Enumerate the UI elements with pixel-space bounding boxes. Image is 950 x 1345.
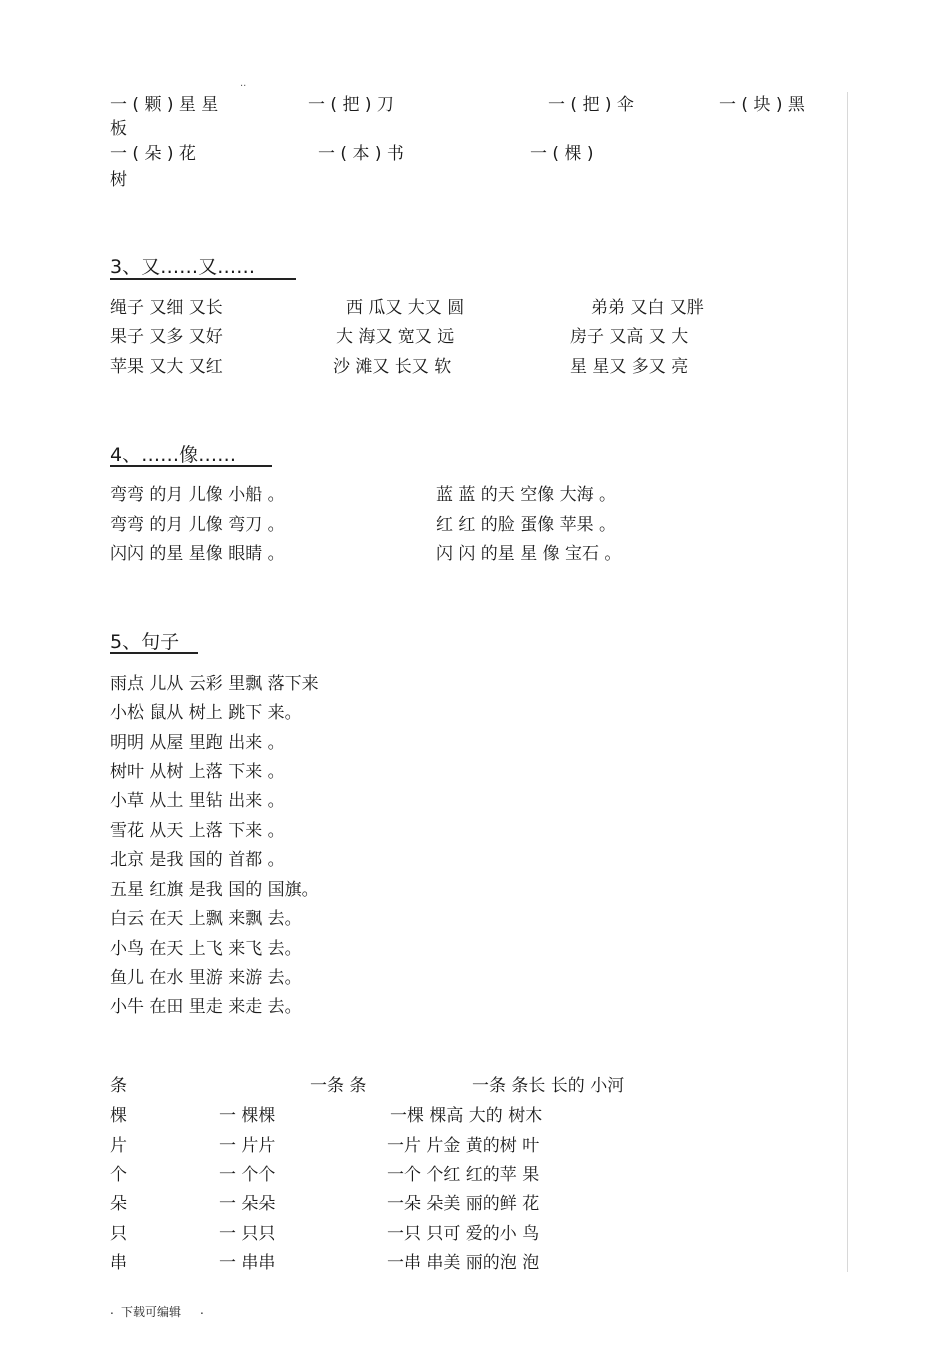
section-3-underline [110,278,296,280]
sentence-line: 小牛 在田 里走 来走 去。 [110,997,302,1017]
measure-phrase-long: 一条 条长 长的 小河 [472,1076,625,1096]
measure-item: 一 ( 朵 ) 花 [110,144,196,164]
sentence-line: 雨点 儿从 云彩 里飘 落下来 [110,674,319,694]
measure-word: 片 [110,1136,127,1156]
measure-item: 一 ( 本 ) 书 [318,144,404,164]
sentence: 闪闪 的星 星像 眼睛 。 [110,544,285,564]
section-4-heading: 4、……像…… [110,444,237,466]
measure-word: 个 [110,1165,127,1185]
measure-item: 一 ( 颗 ) 星 星 [110,95,219,115]
measure-phrase: 一条 条 [310,1076,367,1096]
sentence-line: 小草 从土 里钻 出来 。 [110,791,285,811]
sentence-line: 雪花 从天 上落 下来 。 [110,821,285,841]
section-5-underline [110,652,198,654]
sentence-line: 树叶 从树 上落 下来 。 [110,762,285,782]
measure-phrase-long: 一片 片金 黄的树 叶 [387,1136,540,1156]
footer-text: 下载可编辑 [121,1305,182,1319]
sentence-line: 白云 在天 上飘 来飘 去。 [110,909,302,929]
sentence: 弯弯 的月 儿像 弯刀 。 [110,515,285,535]
measure-item-wrap: 板 [110,119,127,139]
sentence-line: 明明 从屋 里跑 出来 。 [110,733,285,753]
sentence: 苹果 又大 又红 [110,357,223,377]
sentence-line: 五星 红旗 是我 国的 国旗。 [110,880,319,900]
right-margin-line [847,92,848,1272]
sentence: 闪 闪 的星 星 像 宝石 。 [436,544,622,564]
measure-phrase: 一 个个 [219,1165,276,1185]
sentence-line: 鱼儿 在水 里游 来游 去。 [110,968,302,988]
top-marker: .. [240,78,247,89]
sentence: 弟弟 又白 又胖 [591,298,704,318]
sentence: 房子 又高 又 大 [570,327,689,347]
sentence: 大 海又 宽又 远 [336,327,455,347]
sentence: 蓝 蓝 的天 空像 大海 。 [436,485,617,505]
measure-word: 串 [110,1253,127,1273]
section-5-heading: 5、句子 [110,631,180,653]
sentence: 绳子 又细 又长 [110,298,223,318]
sentence-line: 小松 鼠从 树上 跳下 来。 [110,703,302,723]
measure-item-wrap: 树 [110,170,127,190]
measure-word: 朵 [110,1194,127,1214]
measure-item: 一 ( 棵 ) [530,144,594,164]
section-3-heading: 3、又……又…… [110,256,256,278]
sentence: 西 瓜又 大又 圆 [346,298,465,318]
footer-dot-right: . [200,1303,204,1317]
sentence-line: 小鸟 在天 上飞 来飞 去。 [110,939,302,959]
sentence: 沙 滩又 长又 软 [333,357,452,377]
sentence: 弯弯 的月 儿像 小船 。 [110,485,285,505]
measure-word: 棵 [110,1106,127,1126]
measure-item: 一 ( 把 ) 伞 [548,95,634,115]
measure-phrase-long: 一朵 朵美 丽的鲜 花 [387,1194,540,1214]
measure-phrase: 一 棵棵 [219,1106,276,1126]
sentence-line: 北京 是我 国的 首都 。 [110,850,285,870]
measure-word: 条 [110,1076,127,1096]
measure-item: 一 ( 块 ) 黑 [719,95,805,115]
measure-phrase: 一 串串 [219,1253,276,1273]
measure-phrase: 一 只只 [219,1224,276,1244]
sentence: 红 红 的脸 蛋像 苹果 。 [436,515,617,535]
measure-phrase: 一 片片 [219,1136,276,1156]
sentence: 果子 又多 又好 [110,327,223,347]
sentence: 星 星又 多又 亮 [570,357,689,377]
section-4-underline [110,465,272,467]
measure-phrase-long: 一棵 棵高 大的 树木 [390,1106,543,1126]
measure-phrase-long: 一串 串美 丽的泡 泡 [387,1253,540,1273]
measure-phrase-long: 一只 只可 爱的小 鸟 [387,1224,540,1244]
measure-item: 一 ( 把 ) 刀 [308,95,394,115]
measure-phrase-long: 一个 个红 红的苹 果 [387,1165,540,1185]
footer-dot-left: . [110,1303,114,1317]
measure-phrase: 一 朵朵 [219,1194,276,1214]
measure-word: 只 [110,1224,127,1244]
